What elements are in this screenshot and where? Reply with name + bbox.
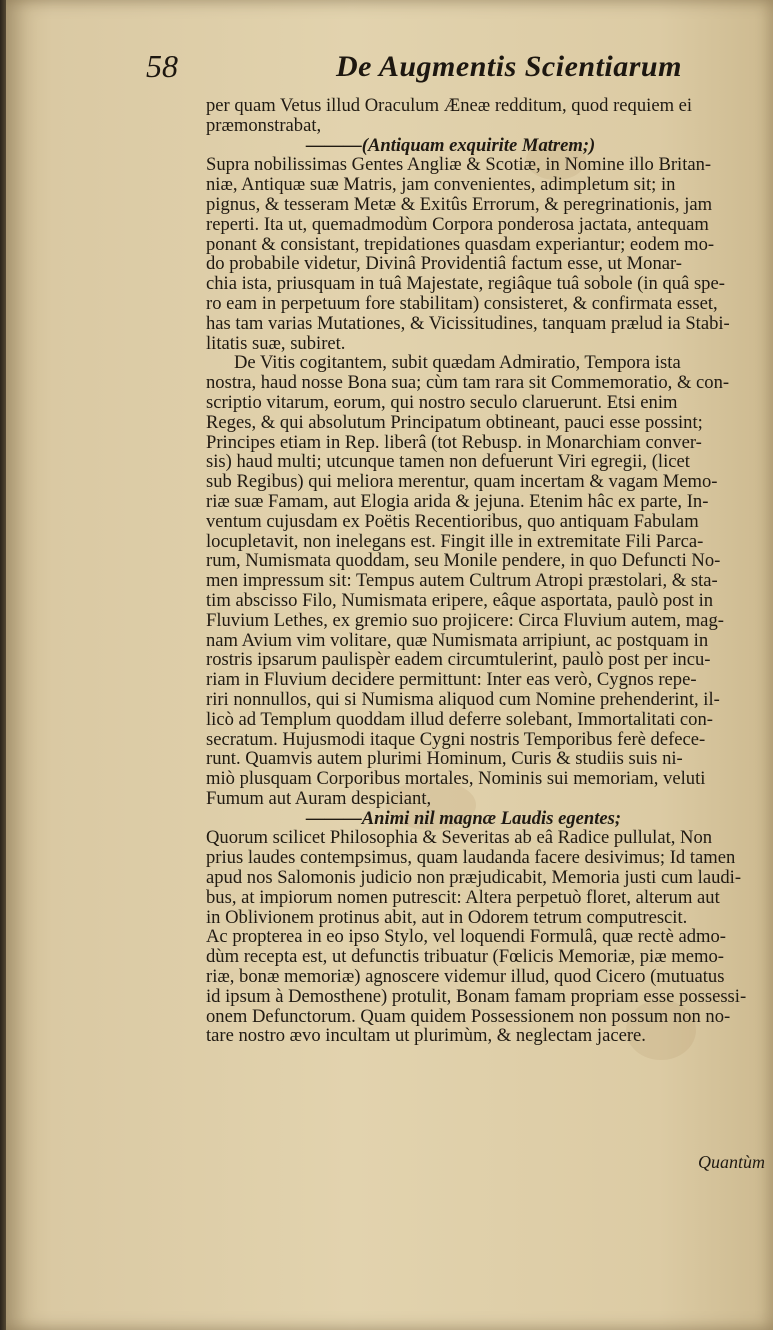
text-line: scriptio vitarum, eorum, qui nostro seculo claruerunt. Etsi enim — [206, 391, 678, 413]
paragraph-start: De Vitis cogitantem, subit quædam Admiratio, Tempora ista — [234, 352, 681, 374]
text-line: riri nonnullos, qui si Numisma aliquod cum Nomine prehenderint, il- — [206, 688, 720, 710]
text-line: ro eam in perpetuum fore stabilitam) consisteret, & confirmata esset, — [206, 292, 718, 314]
text-line: Reges, & qui absolutum Principatum obtineant, pauci esse possint; — [206, 411, 703, 433]
text-line: reperti. Ita ut, quemadmodùm Corpora ponderosa jactata, antequam — [206, 213, 709, 235]
page-number: 58 — [146, 48, 178, 84]
text-line: apud nos Salomonis judicio non præjudicabit, Memoria justi cum laudi- — [206, 867, 742, 889]
text-line: dùm recepta est, ut defunctis tribuatur (Fœlicis Memoriæ, piæ memo- — [206, 946, 724, 968]
book-page — [6, 0, 773, 1330]
text-line: Principes etiam in Rep. liberâ (tot Rebusp. in Monarchiam conver- — [206, 431, 702, 453]
text-line: sis) haud multi; utcunque tamen non defuerunt Viri egregii, (licet — [206, 451, 690, 473]
text-line: licò ad Templum quoddam illud deferre solebant, Immortalitati con- — [206, 708, 713, 730]
text-line: onem Defunctorum. Quam quidem Possessionem non possum non no- — [206, 1005, 731, 1027]
catchword: Quantùm — [698, 1152, 765, 1172]
text-line: bus, at impiorum nomen putrescit: Altera perpetuò floret, alterum aut — [206, 886, 720, 908]
text-line: Quorum scilicet Philosophia & Severitas ab eâ Radice pullulat, Non — [206, 827, 713, 849]
text-line: riam in Fluvium decidere permittunt: Inter eas verò, Cygnos repe- — [206, 669, 697, 691]
text-line: rum, Numismata quoddam, seu Monile pendere, in quo Defuncti No- — [206, 550, 721, 572]
running-title: De Augmentis Scientiarum — [336, 50, 682, 83]
text-line: locupletavit, non inelegans est. Fingit ille in extremitate Fili Parca- — [206, 530, 704, 552]
body-text — [206, 96, 771, 1046]
text-line: per quam Vetus illud Oraculum Æneæ redditum, quod requiem ei — [206, 95, 693, 116]
text-line: sub Regibus) qui meliora merentur, quam incertam & vagam Memo- — [206, 471, 718, 493]
text-line: nostra, haud nosse Bona sua; cùm tam rara sit Commemoratio, & con- — [206, 372, 730, 394]
text-line: chia ista, priusquam in tuâ Majestate, regiâque tuâ sobole (in quâ spe- — [206, 273, 725, 295]
text-line: runt. Quamvis autem plurimi Hominum, Curis & studiis suis ni- — [206, 748, 683, 770]
text-line: riæ, bonæ memoriæ) agnoscere videmur illud, quod Cicero (mutuatus — [206, 966, 725, 988]
text-line: id ipsum à Demosthene) protulit, Bonam famam propriam esse possessi- — [206, 985, 747, 1007]
text-line: Fluvium Lethes, ex gremio suo projicere: Circa Fluvium autem, mag- — [206, 609, 724, 631]
text-line: præmonstrabat, — [206, 114, 322, 136]
text-line: rostris ipsarum paulispèr eadem circumtulerint, paulò post per incu- — [206, 649, 711, 671]
text-line: Ac propterea in eo ipso Stylo, vel loquendi Formulâ, quæ rectè admo- — [206, 926, 726, 948]
text-line: miò plusquam Corporibus mortales, Nominis sui memoriam, veluti — [206, 768, 706, 790]
text-line: secratum. Hujusmodi itaque Cygni nostris Temporibus ferè defece- — [206, 728, 706, 750]
text-line: has tam varias Mutationes, & Vicissitudines, tanquam prælud ia Stabi- — [206, 312, 730, 334]
text-line: litatis suæ, subiret. — [206, 332, 346, 354]
text-line: riæ suæ Famam, aut Elogia arida & jejuna. Etenim hâc ex parte, In- — [206, 490, 709, 512]
text-line: do probabile videtur, Divinâ Providentiâ factum esse, ut Monar- — [206, 253, 683, 275]
text-line: nam Avium vim volitare, quæ Numismata arripiunt, ac postquam in — [206, 629, 709, 651]
quotation-line: ———Animi nil magnæ Laudis egentes; — [306, 807, 622, 829]
text-line: ponant & consistant, trepidationes quasdam experiantur; eodem mo- — [206, 233, 715, 255]
text-line: prius laudes contempsimus, quam laudanda facere desivimus; Id tamen — [206, 847, 736, 869]
quotation-line: ———(Antiquam exquirite Matrem;) — [306, 134, 596, 156]
text-line: pignus, & tesseram Metæ & Exitûs Errorum, & peregrinationis, jam — [206, 193, 713, 215]
text-line: Supra nobilissimas Gentes Angliæ & Scotiæ, in Nomine illo Britan- — [206, 154, 712, 176]
text-line: Fumum aut Auram despiciant, — [206, 787, 432, 809]
page-header — [6, 48, 773, 98]
text-line: tare nostro ævo incultam ut plurimùm, & neglectam jacere. — [206, 1025, 646, 1047]
text-line: in Oblivionem protinus abit, aut in Odorem tetrum computrescit. — [206, 906, 688, 928]
text-line: ventum cujusdam ex Poëtis Recentioribus, quo antiquam Fabulam — [206, 510, 699, 532]
text-line: niæ, Antiquæ suæ Matris, jam convenientes, adimpletum sit; in — [206, 174, 676, 196]
text-line: men impressum sit: Tempus autem Cultrum Atropi præstolari, & sta- — [206, 570, 718, 592]
text-line: tim abscisso Filo, Numismata eripere, eâque asportata, paulò post in — [206, 589, 714, 611]
